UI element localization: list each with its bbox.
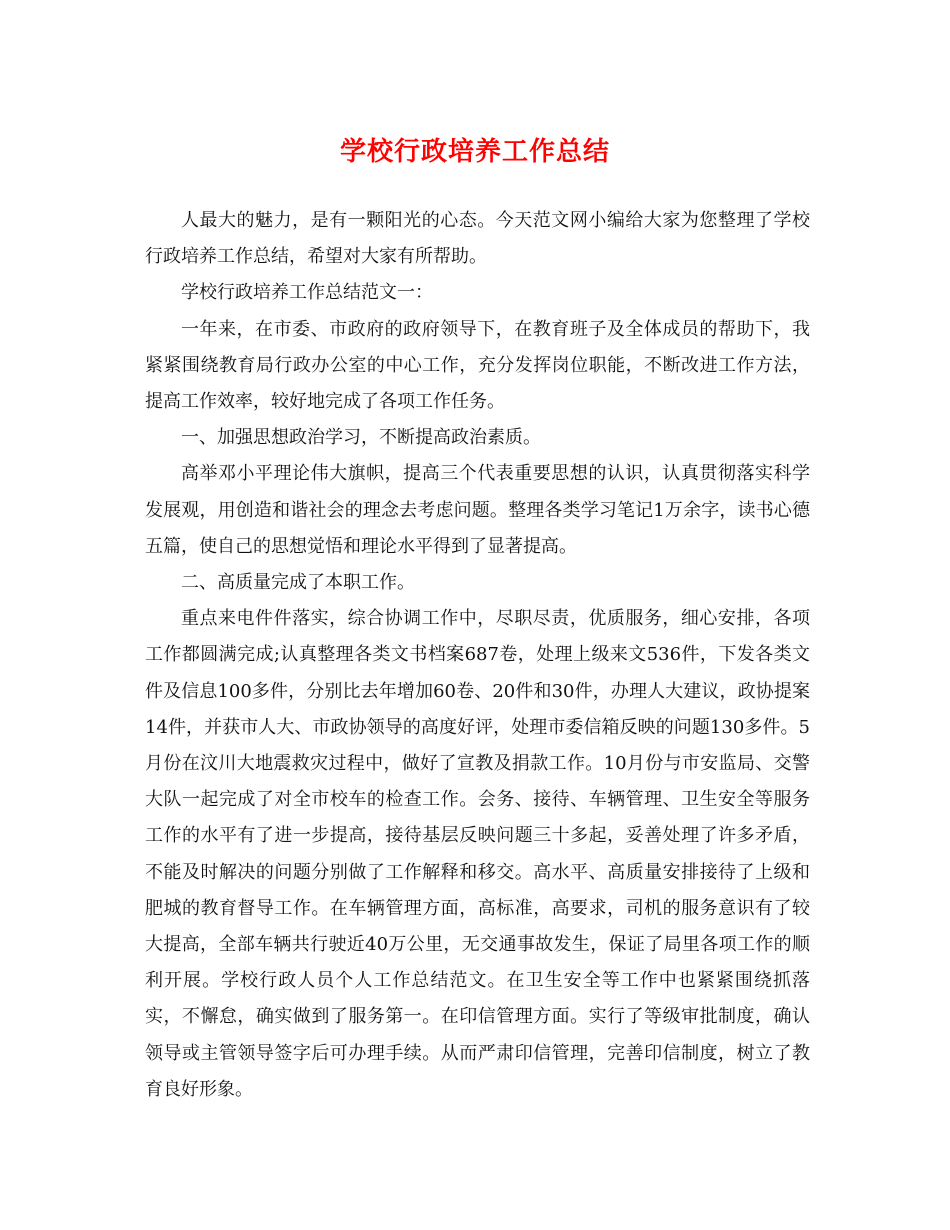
paragraph-sample-heading: 学校行政培养工作总结范文一： — [181, 282, 433, 304]
section-heading-one: 一、加强思想政治学习，不断提高政治素质。 — [181, 427, 541, 449]
paragraph-intro: 人最大的魅力，是有一颗阳光的心态。今天范文网小编给大家为您整理了学校行政培养工作总结，希望对大家有所帮助。 — [145, 210, 810, 268]
paragraph-overview: 一年来，在市委、市政府的政府领导下，在教育班子及全体成员的帮助下，我紧紧围绕教育局行政办公室的中心工作，充分发挥岗位职能，不断改进工作方法，提高工作效率，较好地完成了各项工作任务。 — [145, 318, 810, 413]
document-body — [145, 203, 810, 1108]
document-title: 学校行政培养工作总结 — [339, 137, 610, 167]
section-heading-two: 二、高质量完成了本职工作。 — [181, 572, 415, 594]
paragraph-study: 高举邓小平理论伟大旗帜，提高三个代表重要思想的认识，认真贯彻落实科学发展观，用创造和谐社会的理念去考虑问题。整理各类学习笔记1万余字，读书心德五篇，使自己的思想觉悟和理论水平得到了显著提高。 — [145, 463, 810, 557]
paragraph-work: 重点来电件件落实，综合协调工作中，尽职尽责，优质服务，细心安排，各项工作都圆满完成;认真整理各类文书档案687卷，处理上级来文536件，下发各类文件及信息100多件，分别比去年增加60卷、20件和30件，办理人大建议，政协提案14件，并获市人大、市政协领导的高度好评，处理市委信箱反映的问题130多件。5月份在汶川大地震救灾过程中，做好了宣教及捐款工作。10月份与市安监局、交警大队一起完成了对全市校车的检查工作。会务、接待、车辆管理、卫生安全等服务工作的水平有了进一步提高，接待基层反映问题三十多起，妥善处理了许多矛盾，不能及时解决的问题分别做了工作解释和移交。高水平、高质量安排接待了上级和肥城的教育督导工作。在车辆管理方面，高标准，高要求，司机的服务意识有了较大提高，全部车辆共行驶近40万公里，无交通事故发生，保证了局里各项工作的顺利开展。学校行政人员个人工作总结范文。在卫生安全等工作中也紧紧围绕抓落实，不懈怠，确实做到了服务第一。在印信管理方面。实行了等级审批制度，确认领导或主管领导签字后可办理手续。从而严肃印信管理，完善印信制度，树立了教育良好形象。 — [145, 608, 810, 1100]
